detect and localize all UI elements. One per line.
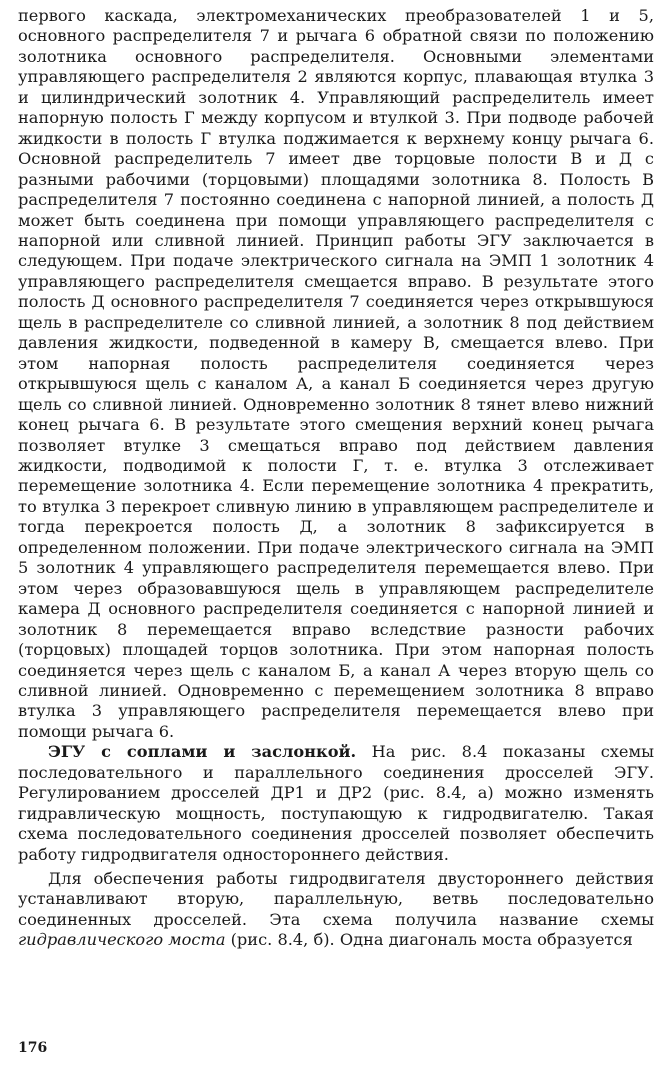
paragraph-nozzle-flapper-text: На рис. 8.4 показаны схемы последовательного и параллельного соединения дросселей ЭГУ. Регулированием дросселей ДР1 и ДР2 (рис. 8.4, а) можно изменять гидравлическую мощность, поступающую к гидродвигателю. Такая схема последовательного соединения дросселей позволяет обеспечить работу гидродвигателя одностороннего действия. bbox=[18, 742, 654, 864]
paragraph-hydraulic-bridge-text-after: (рис. 8.4, б). Одна диагональ моста образуется bbox=[225, 930, 633, 950]
paragraph-egu-description: первого каскада, электромеханических преобразователей 1 и 5, основного распределителя 7 и рычага 6 обратной связи по положению золотника основного распределителя. Основными элементами управляющего распределителя 2 являются корпус, плавающая втулка 3 и цилиндрический золотник 4. Управляющий распределитель имеет напорную полость Г между корпусом и втулкой 3. При подводе рабочей жидкости в полость Г втулка поджимается к верхнему концу рычага 6. Основной распределитель 7 имеет две торцовые полости В и Д с разными рабочими (торцовыми) площадями золотника 8. Полость В распределителя 7 постоянно соединена с напорной линией, а полость Д может быть соединена при помощи управляющего распределителя с напорной или сливной линией. Принцип работы ЭГУ заключается в следующем. При подаче электрического сигнала на ЭМП 1 золотник 4 управляющего распределителя смещается вправо. В результате этого полость Д основного распределителя 7 соединяется через открывшуюся щель в распределителе со сливной линией, а золотник 8 под действием давления жидкости, подведенной в камеру В, смещается влево. При этом напорная полость распределителя соединяется через открывшуюся щель с каналом А, а канал Б соединяется через другую щель со сливной линией. Одновременно золотник 8 тянет влево нижний конец рычага 6. В результате этого смещения верхний конец рычага позволяет втулке 3 смещаться вправо под действием давления жидкости, подводимой к полости Г, т. е. втулка 3 отслеживает перемещение золотника 4. Если перемещение золотника 4 прекратить, то втулка 3 перекроет сливную линию в управляющем распределителе и тогда перекроется полость Д, а золотник 8 зафиксируется в определенном положении. При подаче электрического сигнала на ЭМП 5 золотник 4 управляющего распределителя перемещается влево. При этом через образовавшуюся щель в управляющем распределителе камера Д основного распределителя соединяется с напорной линией и золотник 8 перемещается вправо вследствие разности рабочих (торцовых) площадей торцов золотника. При этом напорная полость соединяется через щель с каналом Б, а канал А через вторую щель со сливной линией. Одновременно с перемещением золотника 8 вправо втулка 3 управляющего распределителя перемещается влево при помощи рычага 6. bbox=[18, 6, 654, 741]
section-heading-nozzle-flapper: ЭГУ с соплами и заслонкой. bbox=[48, 742, 357, 762]
paragraph-nozzle-flapper bbox=[18, 742, 654, 865]
paragraph-hydraulic-bridge bbox=[18, 869, 654, 951]
paragraph-hydraulic-bridge-text-before: Для обеспечения работы гидродвигателя двустороннего действия устанавливают вторую, параллельную, ветвь последовательно соединенных дросселей. Эта схема получила название схемы bbox=[18, 869, 654, 929]
term-hydraulic-bridge: гидравлического моста bbox=[18, 930, 226, 950]
page-body bbox=[18, 6, 654, 951]
page-number: 176 bbox=[18, 1040, 48, 1056]
